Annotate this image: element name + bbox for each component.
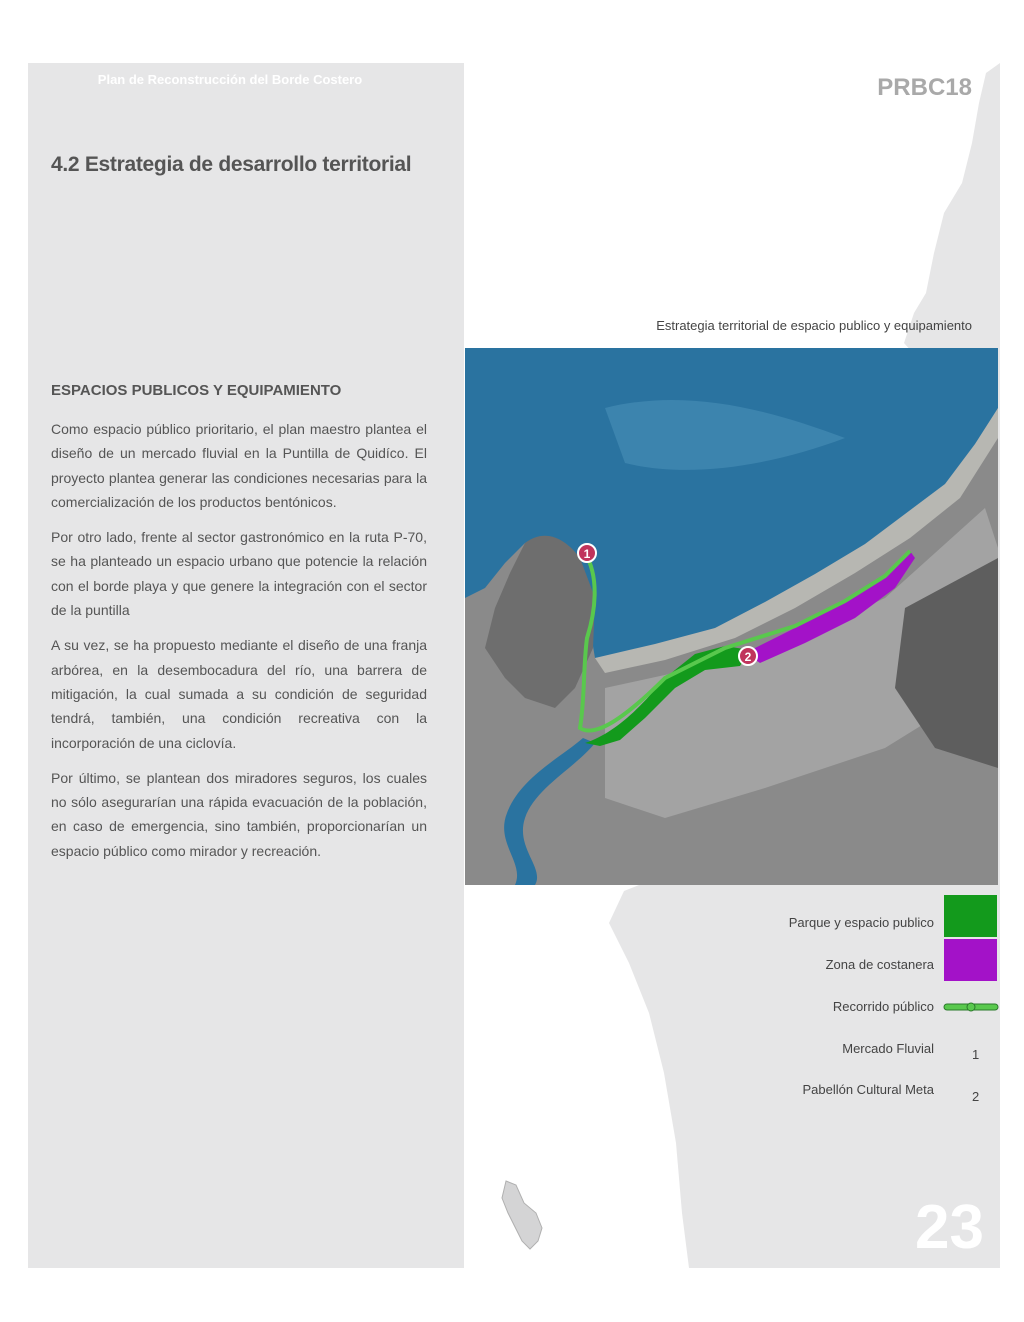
legend-number-2: 2	[972, 1089, 980, 1104]
subheading: ESPACIOS PUBLICOS Y EQUIPAMIENTO	[51, 382, 342, 399]
island-silhouette	[502, 1181, 542, 1249]
marker-2[interactable]	[739, 647, 757, 665]
paragraph: Por último, se plantean dos miradores seguros, los cuales no sólo asegurarían una rápida evacuación de la población, en caso de emergencia, sino también, proporcionarían un espacio público como mirador y recreación.	[51, 769, 427, 859]
document-code: PRBC18	[877, 74, 972, 101]
route-icon	[942, 1000, 1000, 1014]
legend-label-pabellon: Pabellón Cultural Meta	[802, 1082, 934, 1097]
map-caption: Estrategia territorial de espacio publico y equipamiento	[656, 318, 972, 333]
legend-swatch-costanera	[944, 939, 997, 981]
legend-label-parque: Parque y espacio publico	[788, 915, 934, 930]
body-text	[51, 417, 427, 874]
section-title: 4.2 Estrategia de desarrollo territorial	[51, 153, 412, 176]
paragraph: A su vez, se ha propuesto mediante el diseño de una franja arbórea, en la desembocadura del río, una barrera de mitigación, la cual sumada a su condición de seguridad tendrá, también, una condición recreativa con la incorporación de una ciclovía.	[51, 637, 427, 751]
legend-number-1: 1	[972, 1047, 980, 1062]
legend-label-recorrido: Recorrido público	[832, 999, 934, 1014]
marker-1-label: 1	[583, 547, 591, 561]
aerial-map	[465, 348, 998, 885]
paragraph: Por otro lado, frente al sector gastronómico en la ruta P-70, se ha planteado un espacio urbano que potencie la relación con el borde playa y que genere la integración con el sector de la puntilla	[51, 529, 427, 619]
paragraph: Como espacio público prioritario, el plan maestro plantea el diseño de un mercado fluvial en la Puntilla de Quidíco. El proyecto plantea generar las condiciones necesarias para la comercialización de los productos bentónicos.	[51, 421, 427, 510]
legend-label-costanera: Zona de costanera	[825, 957, 934, 972]
marker-1[interactable]	[578, 544, 596, 562]
legend-label-mercado: Mercado Fluvial	[842, 1041, 934, 1056]
legend-swatch-parque	[944, 895, 997, 937]
marker-2-label: 2	[744, 650, 752, 664]
document-title: Plan de Reconstrucción del Borde Costero	[97, 72, 363, 87]
page-number: 23	[915, 1193, 984, 1262]
